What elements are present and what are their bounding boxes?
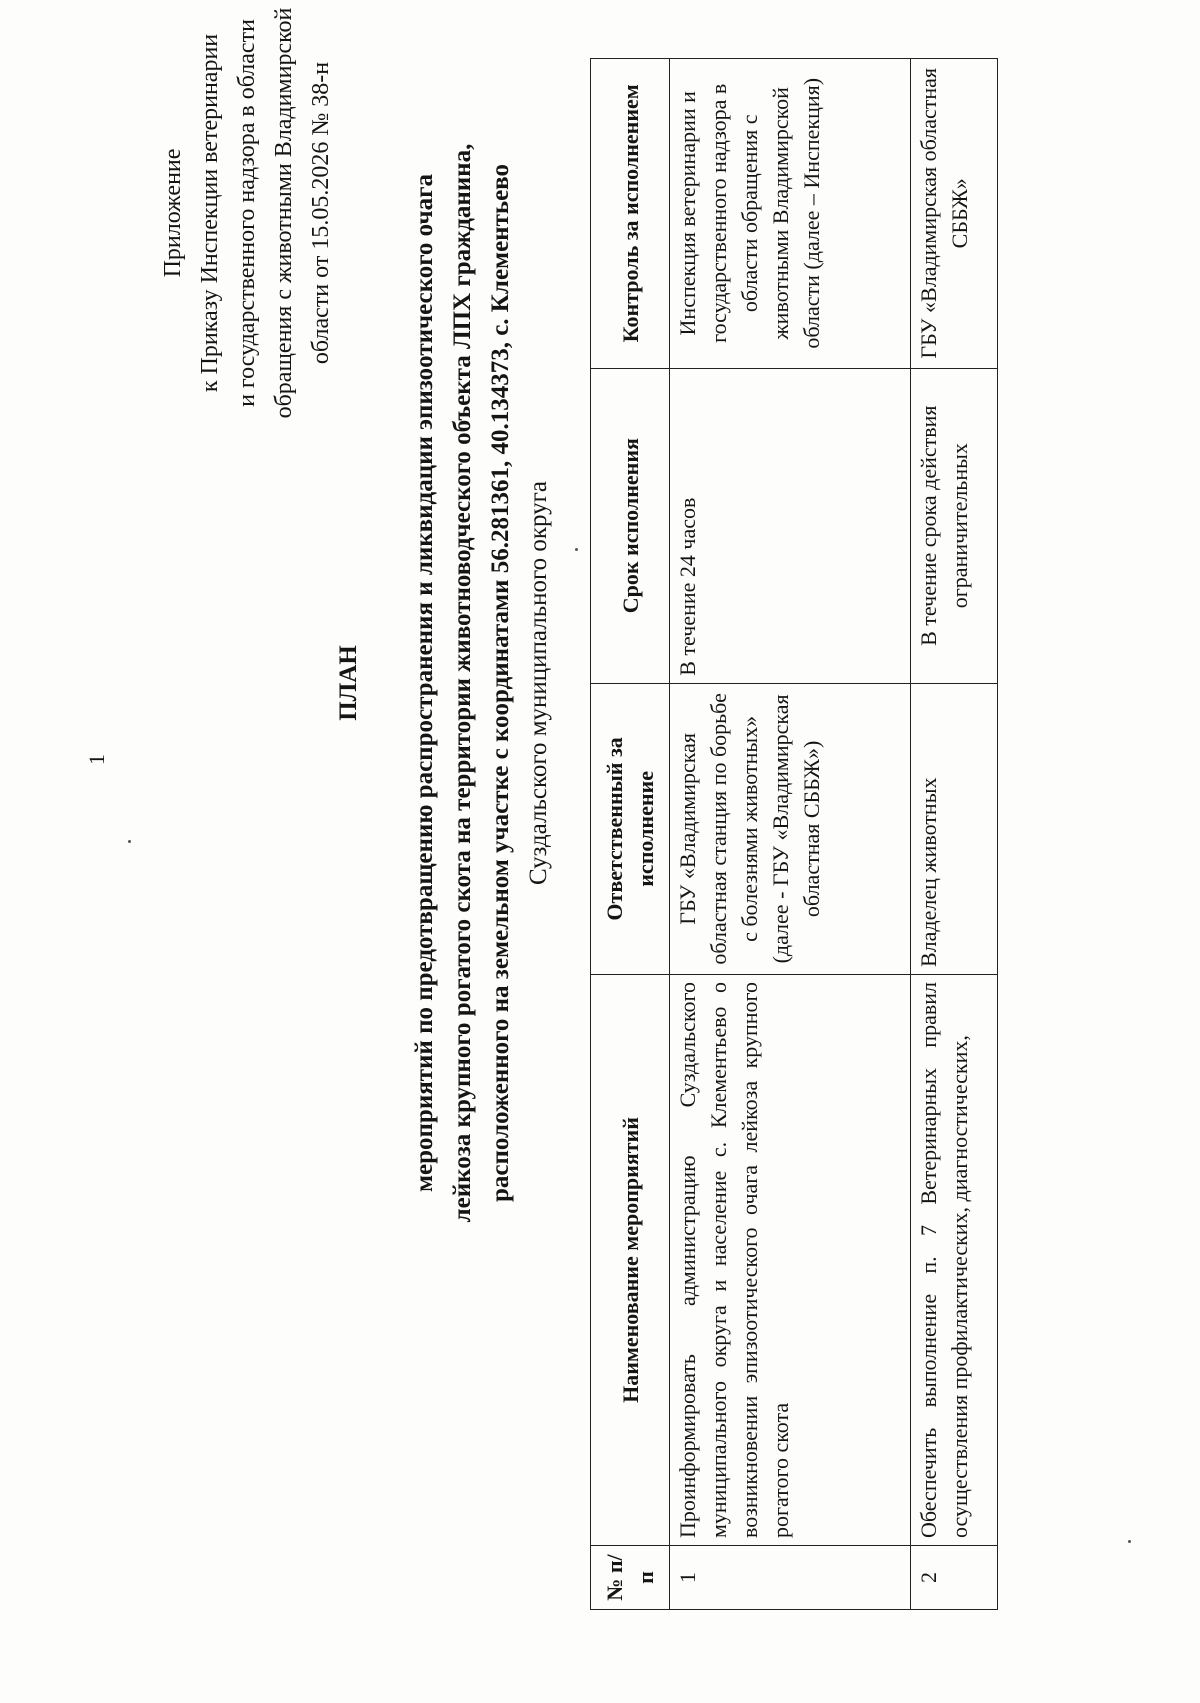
header-num: № п/п: [591, 1546, 670, 1610]
cell-num: 1: [670, 1546, 911, 1610]
cell-name: Проинформировать администрацию Суздальского муниципального округа и население с. Клементьево о возникновении эпизоотического очага лейкоза крупного рогатого скота: [670, 975, 911, 1546]
header-name: Наименование мероприятий: [591, 975, 670, 1546]
title-line: лейкоза крупного рогатого скота на территории животноводческого объекта ЛПХ гражданина,: [449, 143, 476, 1223]
title-line: мероприятий по предотвращению распространения и ликвидации эпизоотического очага: [411, 174, 438, 1193]
table-row: [911, 59, 998, 1610]
scan-speck: [1128, 1540, 1131, 1543]
appendix-line: к Приказу Инспекции ветеринарии: [197, 33, 223, 393]
table-row: [670, 59, 911, 1610]
cell-control: Инспекция ветеринарии и государственного надзора в области обращения с животными Владимирской области (далее – Инспекция): [670, 59, 911, 369]
scan-speck: [128, 840, 131, 843]
page-number: 1: [84, 754, 109, 765]
cell-term: В течение срока действия ограничительных: [911, 368, 998, 683]
title-last-line: Суздальского муниципального округа: [525, 480, 552, 886]
cell-num: 2: [911, 1546, 998, 1610]
title-line: расположенного на земельном участке с координатами 56.281361, 40.134373, с. Клементьево: [487, 164, 514, 1203]
header-term: Срок исполнения: [591, 368, 670, 683]
cell-name: Обеспечить выполнение п. 7 Ветеринарных правил осуществления профилактических, диагностических,: [911, 975, 998, 1546]
cell-term: В течение 24 часов: [670, 368, 911, 683]
appendix-line: области от 15.05.2026 № 38-н: [308, 61, 334, 365]
appendix-line: Приложение: [160, 148, 186, 278]
appendix-line: обращения с животными Владимирской: [271, 7, 297, 419]
table-header-row: [591, 59, 670, 1610]
header-responsible: Ответственный за исполнение: [591, 683, 670, 974]
cell-control: ГБУ «Владимирская областная СББЖ»: [911, 59, 998, 369]
appendix-line: и государственного надзора в области: [234, 19, 260, 407]
cell-responsible: Владелец животных: [911, 683, 998, 974]
measures-table: [590, 58, 998, 1610]
appendix-block: [155, 0, 340, 463]
scan-speck: [575, 548, 578, 551]
plan-heading: ПЛАН: [335, 645, 362, 721]
header-control: Контроль за исполнением: [591, 59, 670, 369]
cell-responsible: ГБУ «Владимирская областная станция по борьбе с болезнями животных» (далее - ГБУ «Владимирская областная СББЖ»): [670, 683, 911, 974]
document-title: [330, 143, 558, 1223]
